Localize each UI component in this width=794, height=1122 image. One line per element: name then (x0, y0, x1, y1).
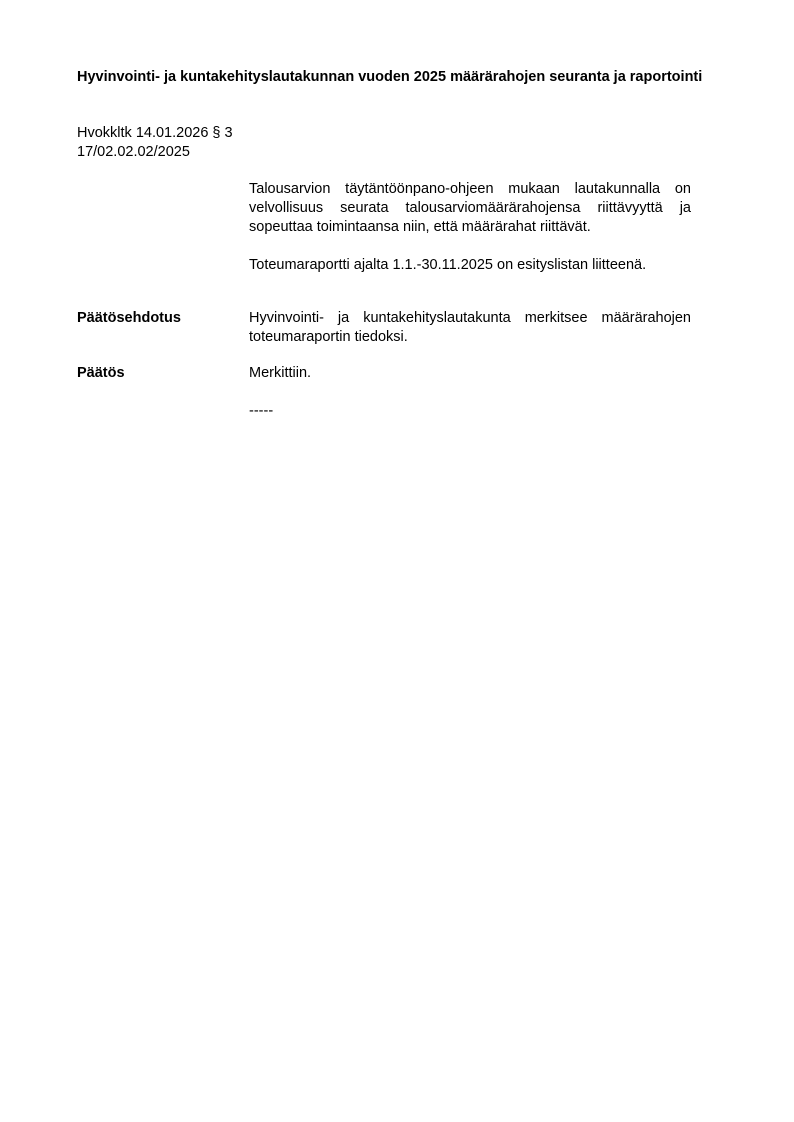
intro-text (249, 180, 691, 275)
case-number: 17/02.02.02/2025 (77, 144, 190, 160)
proposal-text (249, 309, 691, 347)
proposal-paragraph: Hyvinvointi- ja kuntakehityslautakunta merkitsee määrärahojen toteumaraportin tiedoksi. (249, 310, 691, 345)
intro-paragraph-1: Talousarvion täytäntöönpano-ohjeen mukaan lautakunnalla on velvollisuus seurata talousarviomäärärahojensa riittävyyttä ja sopeuttaa toimintaansa niin, että määrärahat riittävät. (249, 181, 691, 235)
decision-text (249, 364, 691, 383)
intro-paragraph-2: Toteumaraportti ajalta 1.1.-30.11.2025 on esityslistan liitteenä. (249, 257, 647, 273)
decision-label: Päätös (77, 365, 125, 381)
decision-paragraph: Merkittiin. (249, 365, 312, 381)
document-title: Hyvinvointi- ja kuntakehityslautakunnan vuoden 2025 määrärahojen seuranta ja raportointi (77, 69, 703, 85)
document-meta (77, 124, 377, 162)
proposal-label: Päätösehdotus (77, 310, 181, 326)
meeting-reference: Hvokkltk 14.01.2026 § 3 (77, 125, 233, 141)
end-marker: ----- (249, 403, 274, 419)
